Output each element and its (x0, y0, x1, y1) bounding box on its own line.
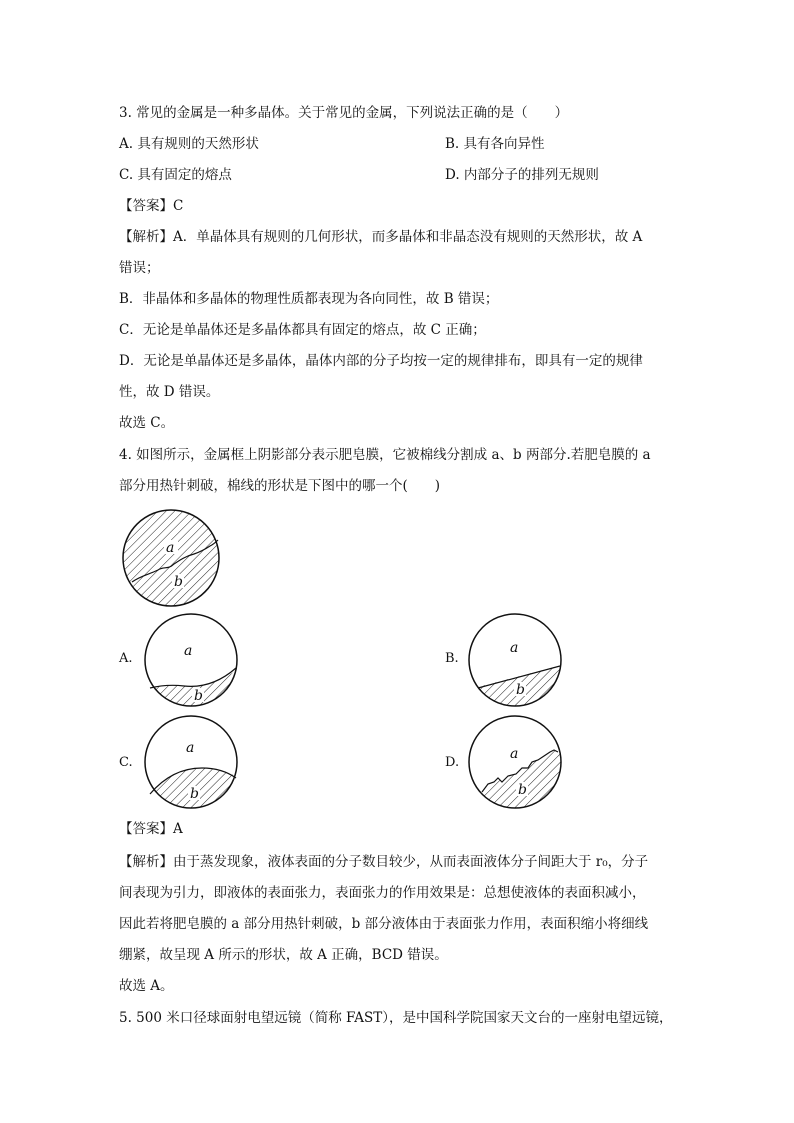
label-b: b (190, 786, 199, 802)
q3-analysis-line: 性，故 D 错误。 (119, 384, 220, 400)
q3-stem: 3. 常见的金属是一种多晶体。关于常见的金属，下列说法正确的是（ ） (119, 105, 569, 121)
q4-stem-line1: 4. 如图所示，金属框上阴影部分表示肥皂膜，它被棉线分割成 a、b 两部分.若肥皂膜的 a (119, 447, 651, 463)
label-a: a (184, 643, 193, 659)
q3-analysis-line: 错误； (119, 260, 160, 276)
q4-conclusion: 故选 A。 (119, 978, 174, 994)
q5-stem: 5. 500 米口径球面射电望远镜（简称 FAST），是中国科学院国家天文台的一座射电望远镜， (119, 1010, 673, 1026)
q4-option-a-label: A. (119, 651, 133, 666)
q3-option-d: D. 内部分子的排列无规则 (445, 167, 599, 183)
q3-analysis-line: D．无论是单晶体还是多晶体，晶体内部的分子均按一定的规律排布，即具有一定的规律 (119, 353, 643, 369)
q3-analysis-line: B．非晶体和多晶体的物理性质都表现为各向同性，故 B 错误； (119, 291, 499, 307)
q3-analysis-line: 【解析】A．单晶体具有规则的几何形状，而多晶体和非晶态没有规则的天然形状，故 A (119, 229, 643, 245)
label-a: a (510, 746, 519, 762)
q4-option-c-label: C. (119, 755, 133, 770)
label-a: a (166, 540, 175, 556)
q3-analysis-line: C．无论是单晶体还是多晶体都具有固定的熔点，故 C 正确； (119, 322, 486, 338)
label-a: a (510, 640, 519, 656)
soap-film-figure (118, 508, 228, 608)
q3-conclusion: 故选 C。 (119, 415, 175, 431)
label-b: b (516, 682, 525, 698)
q3-option-a: A. 具有规则的天然形状 (119, 136, 259, 152)
q4-answer: 【答案】A (119, 821, 183, 837)
q4-analysis-line: 间表现为引力，即液体的表面张力，表面张力的作用效果是：总想使液体的表面积减小， (119, 885, 646, 901)
q4-analysis-line: 因此若将肥皂膜的 a 部分用热针刺破，b 部分液体由于表面张力作用，表面积缩小将细线 (119, 916, 649, 932)
q3-option-b: B. 具有各向异性 (445, 136, 545, 152)
label-b: b (518, 782, 527, 798)
option-a-figure (142, 610, 242, 710)
option-c-figure (142, 712, 242, 812)
option-b-figure (466, 610, 566, 710)
q4-analysis-line: 【解析】由于蒸发现象，液体表面的分子数目较少，从而表面液体分子间距大于 r₀，分子 (119, 854, 649, 870)
label-a: a (186, 740, 195, 756)
q3-answer: 【答案】C (119, 198, 184, 214)
q3-option-c: C. 具有固定的熔点 (119, 167, 232, 183)
q4-option-b-label: B. (445, 651, 459, 666)
q4-stem-line2: 部分用热针刺破，棉线的形状是下图中的哪一个( ) (119, 478, 441, 494)
q4-analysis-line: 绷紧，故呈现 A 所示的形状，故 A 正确，BCD 错误。 (119, 947, 448, 963)
frame-circle (123, 510, 219, 606)
label-b: b (174, 574, 183, 590)
label-b: b (194, 688, 203, 704)
option-d-figure (466, 712, 566, 812)
q4-option-d-label: D. (445, 755, 460, 770)
